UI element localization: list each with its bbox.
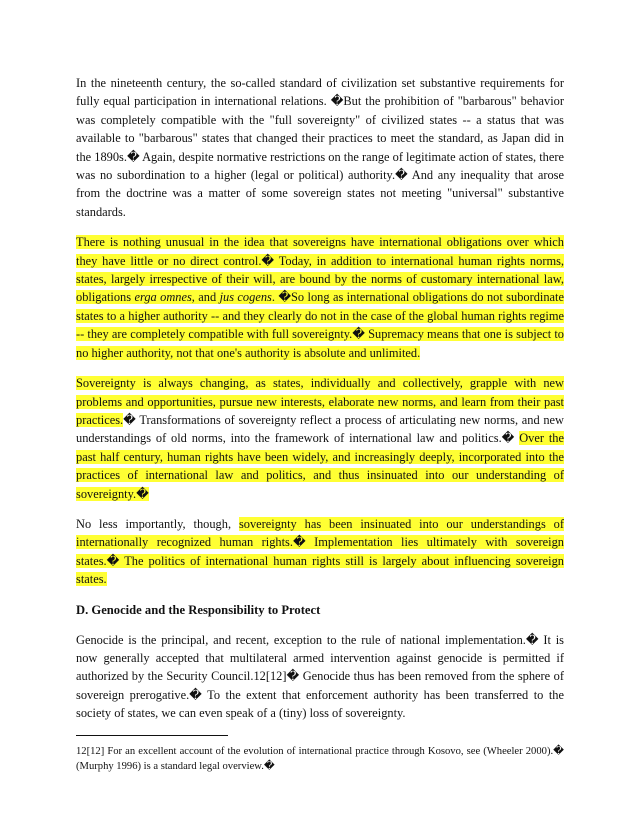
footnote-divider xyxy=(76,735,228,736)
highlight-sovereignty-changing: Sovereignty is always changing, as states, individually and collectively, grapple with new problems and opportunities, pursue new interests, elaborate new norms, and learn from their past practices. xyxy=(76,376,564,427)
highlight-obligations: There is nothing unusual in the idea that sovereigns have international obligations over which they have little or no direct control.� Today, in addition to international human rights norms, states, largely irrespective of their will, are bound by the norms of customary international law, obligations erga omnes, and jus cogens. �So long as international obligations do not subordinate states to a higher authority -- and they clearly do not in the case of the global human rights regime -- they are completely compatible with full sovereignty.� Supremacy means that one is subject to no higher authority, not that one's authority is absolute and unlimited. xyxy=(76,235,564,360)
paragraph-genocide: Genocide is the principal, and recent, exception to the rule of national implementation.� It is now generally accepted that multilateral armed intervention against genocide is permitted if authorized by the Security Council.12[12]� Genocide thus has been removed from the sphere of sovereign prerogative.� To the extent that enforcement authority has been transferred to the society of states, we can even speak of a (tiny) loss of sovereignty. xyxy=(76,632,564,721)
footnote: 12[12] For an excellent account of the evolution of international practice through Kosovo, see (Wheeler 2000).� (Murphy 1996) is a standard legal overview.� xyxy=(76,745,564,773)
paragraph-civilization: In the nineteenth century, the so-called standard of civilization set substantive requirements for fully equal participation in international relations. �But the prohibition of "barbarous" behavior was completely compatible with the "full sovereignty" of civilized states -- a status that was available to "barbarous" states that changed their practices to meet the standard, as Japan did in the 1890s.� Again, despite normative restrictions on the range of legitimate action of states, there was no subordination to a higher (legal or political) authority.� And any inequality that arose from the doctrine was a matter of some sovereign states not meeting "universal" substantive standards. xyxy=(76,76,564,219)
highlight-insinuated: sovereignty has been insinuated into our understandings of internationally recognized human rights.� Implementation lies ultimately with sovereign states.� The politics of international human rights still is largely about influencing sovereign states. xyxy=(76,516,564,587)
paragraph-insinuated: No less importantly, though, sovereignty has been insinuated into our understandings of internationally recognized human rights.� Implementation lies ultimately with sovereign states.� The politics of international human rights still is largely about influencing sovereign states. xyxy=(76,516,564,587)
paragraph-obligations xyxy=(76,233,564,362)
term-jus-cogens: jus cogens xyxy=(219,290,272,305)
document-page xyxy=(76,74,564,775)
paragraph-sovereignty-changing: Sovereignty is always changing, as states, individually and collectively, grapple with new problems and opportunities, pursue new interests, elaborate new norms, and learn from their past practices.� Transformations of sovereignty reflect a process of articulating new norms, and new understandings of old norms, into the framework of international law and politics.� Over the past half century, human rights have been widely, and increasingly deeply, incorporated into the practices of international law and politics, and thus insinuated into our understanding of sovereignty.� xyxy=(76,376,564,501)
term-erga-omnes: erga omnes xyxy=(134,290,192,305)
section-heading: D. Genocide and the Responsibility to Protect xyxy=(76,602,321,617)
highlight-human-rights-incorporated: Over the past half century, human rights have been widely, and increasingly deeply, incorporated into the practices of international law and politics, and thus insinuated into our understanding of sovereignty.� xyxy=(76,431,564,501)
